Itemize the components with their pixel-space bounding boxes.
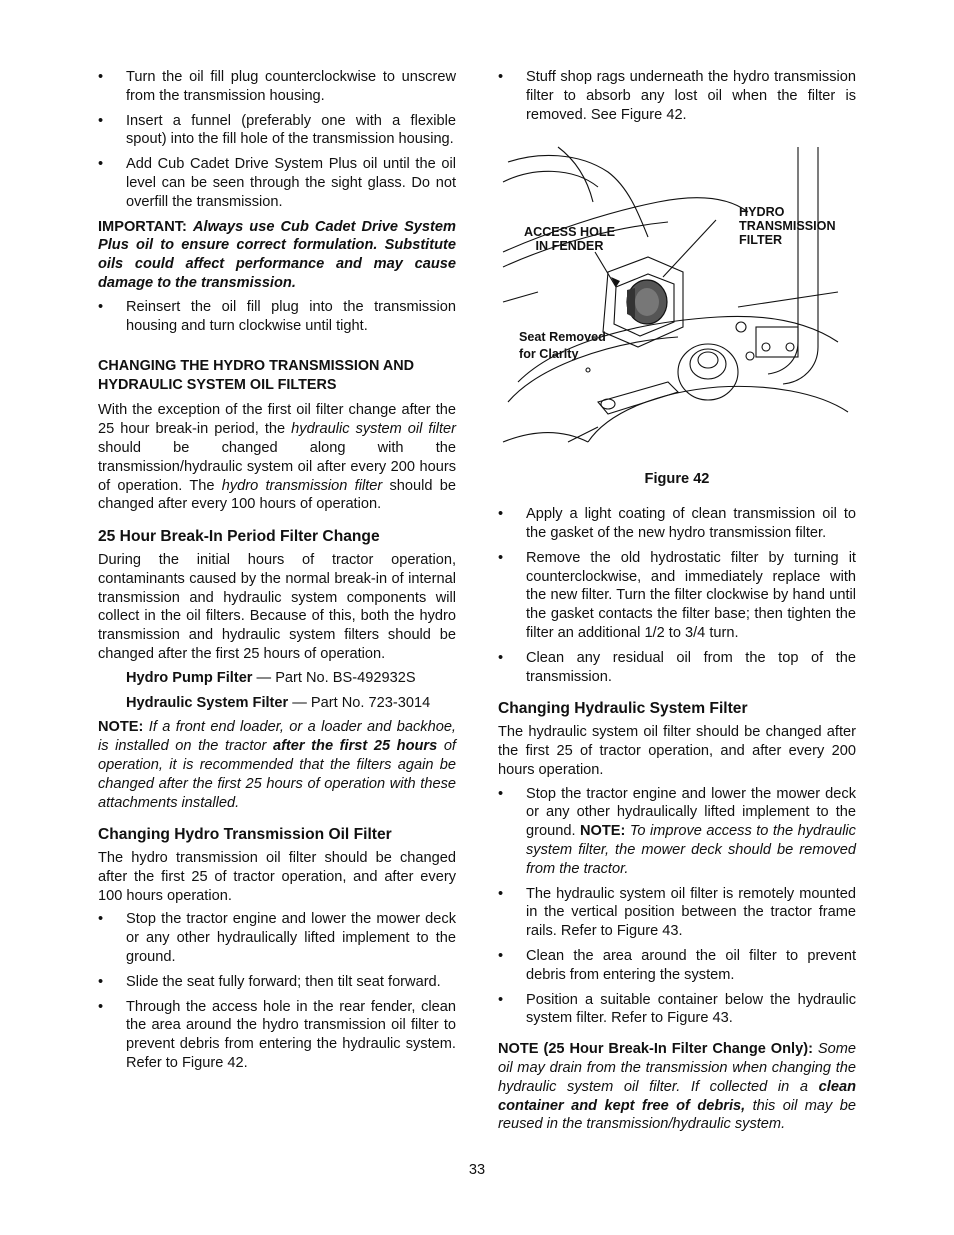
hydraulic-filter-paragraph: The hydraulic system oil filter should be changed after the first 25 of tractor operation, and after every 200 hours operation. <box>498 724 856 778</box>
label-seat-removed: Seat Removed for Clarity <box>519 330 606 362</box>
intro-text-1: With the exception of the first oil filter change after the 25 hour break-in period, the <box>98 402 456 438</box>
intro-text-3: should be changed after every 100 hours of operation. <box>98 477 456 513</box>
label-hydro-filter: HYDRO TRANSMISSION FILTER <box>739 205 836 248</box>
note-text-1: If a front end loader, or a loader and backhoe, is installed on the tractor <box>98 719 456 755</box>
note-label: NOTE (25 Hour Break-In Filter Change Only): <box>498 1041 813 1058</box>
label-access-hole: ACCESS HOLE IN FENDER <box>524 225 615 254</box>
list-item: • Turn the oil fill plug counterclockwise to unscrew from the transmission housing. <box>98 68 456 106</box>
important-text: Always use Cub Cadet Drive System Plus oil to ensure correct formulation. Substitute oils could affect performance and may cause damage to the transmission. <box>98 218 456 291</box>
list-item: • Insert a funnel (preferably one with a flexible spout) into the fill hole of the transmission housing. <box>98 112 456 150</box>
part-label: Hydro Pump Filter <box>126 669 253 686</box>
part-label: Hydraulic System Filter <box>126 694 289 711</box>
note-text-2: of operation, it is recommended that the filters again be changed after the first 25 hours of operation with these attachments installed. <box>98 738 456 811</box>
list-item: • Remove the old hydrostatic filter by turning it counterclockwise, and immediately replace with the new filter. Turn the filter clockwise by hand until the gasket contacts the filter base; then tighten the filter an additional 1/2 to 3/4 turn. <box>498 549 856 643</box>
intro-italic-1: hydraulic system oil filter <box>291 421 456 438</box>
hydraulic-filter-heading: Changing Hydraulic System Filter <box>498 700 748 718</box>
list-item <box>498 785 856 879</box>
right-column <box>498 68 856 1139</box>
breakin-note <box>498 1040 856 1134</box>
stop-text: Stop the tractor engine and lower the mower deck or any other hydraulically lifted implement to the ground. <box>526 785 856 840</box>
list-item: • Apply a light coating of clean transmission oil to the gasket of the new hydro transmission filter. <box>498 505 856 543</box>
filter-canister <box>627 280 667 324</box>
list-item: • Position a suitable container below the hydraulic system filter. Refer to Figure 43. <box>498 991 856 1029</box>
note-bold: after the first 25 hours <box>272 738 438 755</box>
part-hydraulic-system <box>126 694 456 713</box>
important-label: IMPORTANT: <box>98 218 187 235</box>
breakin-heading: 25 Hour Break-In Period Filter Change <box>98 528 380 546</box>
important-note <box>98 218 456 293</box>
note-text-1: Some oil may drain from the transmission when changing the hydraulic system oil filter. If collected in a <box>498 1041 856 1095</box>
left-column <box>98 68 456 1079</box>
list-item: • Through the access hole in the rear fender, clean the area around the hydro transmission oil filter to prevent debris from entering the hydraulic system. Refer to Figure 42. <box>98 998 456 1073</box>
loader-note <box>98 718 456 812</box>
note-bold: clean container and kept free of debris, <box>498 1078 856 1114</box>
list-item: • Clean the area around the oil filter to prevent debris from entering the system. <box>498 947 856 985</box>
part-number: — Part No. BS-492932S <box>252 669 416 686</box>
part-hydro-pump <box>126 669 456 688</box>
part-number: — Part No. 723-3014 <box>288 694 431 711</box>
section-heading: CHANGING THE HYDRO TRANSMISSION AND HYDRAULIC SYSTEM OIL FILTERS <box>98 358 415 394</box>
breakin-paragraph: During the initial hours of tractor operation, contaminants caused by the normal break-in of internal transmission and hydraulic system components will collect in the oil filters. Because of this, both the hydro transmission and hydraulic system filters should be changed after the first 25 hours of operation. <box>98 551 456 662</box>
note-text-2: this oil may be reused in the transmission/hydraulic system. <box>498 1097 856 1133</box>
note-text: To improve access to the hydraulic system filter, the mower deck should be removed from the tractor. <box>526 823 856 877</box>
intro-paragraph <box>98 401 456 514</box>
list-item: • Reinsert the oil fill plug into the transmission housing and turn clockwise until tight. <box>98 298 456 336</box>
page-number: 33 <box>468 1162 486 1178</box>
tractor-fender-illustration <box>498 142 856 460</box>
list-item: • Clean any residual oil from the top of the transmission. <box>498 649 856 687</box>
figure-42 <box>498 142 856 460</box>
intro-italic-2: hydro transmission filter <box>221 477 383 494</box>
note-label: NOTE: <box>579 823 626 840</box>
list-item: • Stop the tractor engine and lower the mower deck or any other hydraulically lifted implement to the ground. <box>98 910 456 966</box>
list-item: • Add Cub Cadet Drive System Plus oil until the oil level can be seen through the sight glass. Do not overfill the transmission. <box>98 155 456 211</box>
list-item: • Slide the seat fully forward; then tilt seat forward. <box>98 973 456 992</box>
note-label: NOTE: <box>98 719 144 736</box>
list-item: • The hydraulic system oil filter is remotely mounted in the vertical position between the tractor frame rails. Refer to Figure 43. <box>498 885 856 941</box>
list-item: • Stuff shop rags underneath the hydro transmission filter to absorb any lost oil when the filter is removed. See Figure 42. <box>498 68 856 124</box>
hydro-filter-paragraph: The hydro transmission oil filter should be changed after the first 25 of tractor operation, and after every 100 hours operation. <box>98 850 456 904</box>
intro-text-2: should be changed along with the transmission/hydraulic system oil after every 200 hours of operation. The <box>98 439 456 494</box>
hydro-filter-heading: Changing Hydro Transmission Oil Filter <box>98 826 392 844</box>
figure-caption: Figure 42 <box>644 471 710 488</box>
